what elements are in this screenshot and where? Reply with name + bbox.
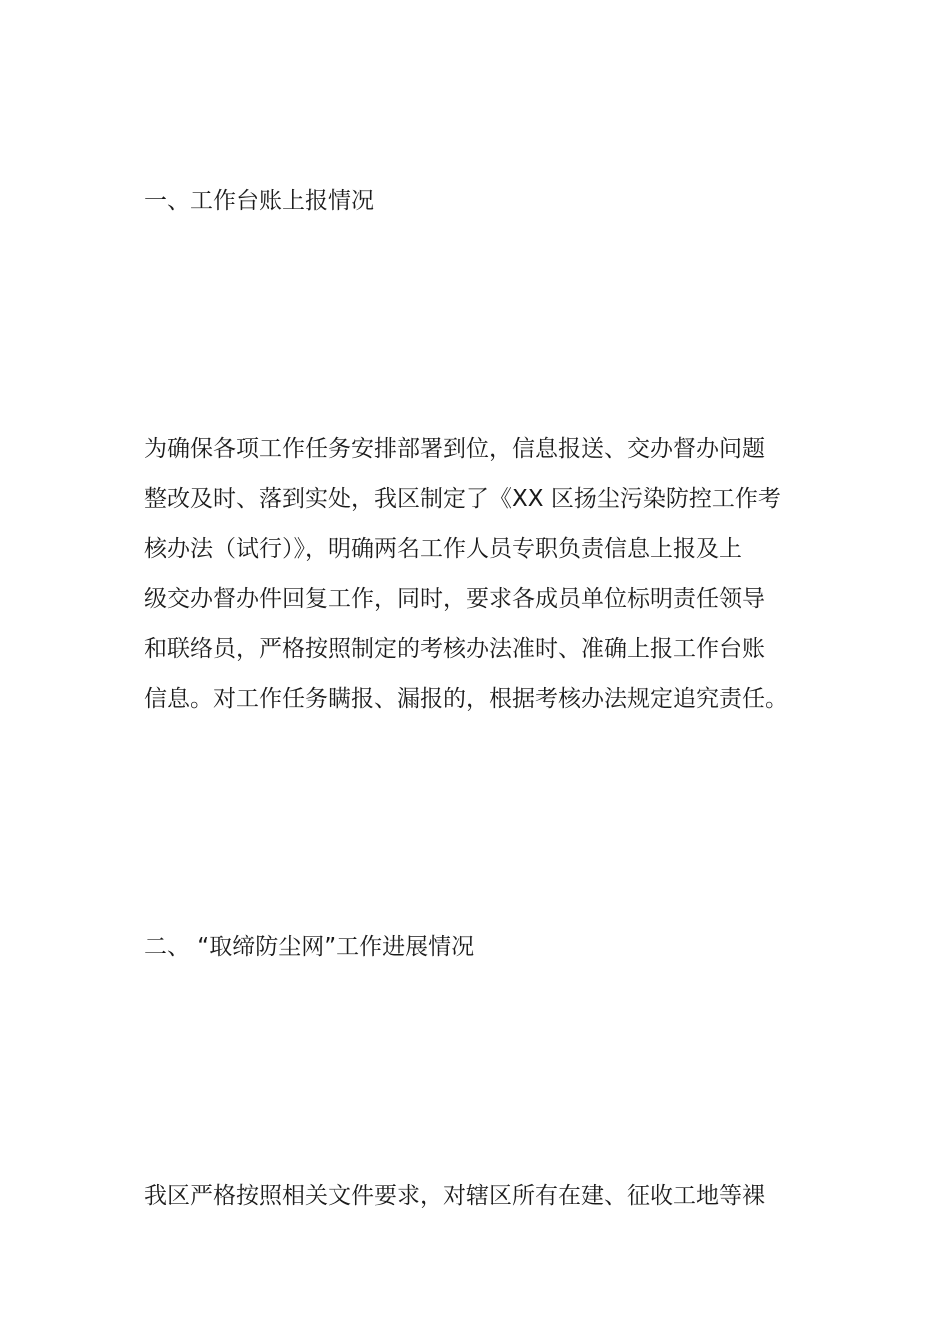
paragraph-line: 我区严格按照相关文件要求，对辖区所有在建、征收工地等裸 xyxy=(144,1183,765,1209)
paragraph-line: 级交办督办件回复工作，同时，要求各成员单位标明责任领导 xyxy=(144,586,765,612)
section-paragraph-2 xyxy=(144,1171,814,1221)
paragraph-line: 整改及时、落到实处，我区制定了《XX 区扬尘污染防控工作考 xyxy=(144,486,781,512)
section-heading-1: 一、工作台账上报情况 xyxy=(144,188,374,214)
section-paragraph-1 xyxy=(144,424,814,724)
paragraph-line: 为确保各项工作任务安排部署到位，信息报送、交办督办问题 xyxy=(144,436,765,462)
paragraph-line: 核办法（试行）》，明确两名工作人员专职负责信息上报及上 xyxy=(144,536,742,562)
paragraph-line: 和联络员，严格按照制定的考核办法准时、准确上报工作台账 xyxy=(144,636,765,662)
paragraph-line: 信息。对工作任务瞒报、漏报的，根据考核办法规定追究责任。 xyxy=(144,686,788,712)
section-heading-2: 二、 “取缔防尘网”工作进展情况 xyxy=(144,934,475,960)
